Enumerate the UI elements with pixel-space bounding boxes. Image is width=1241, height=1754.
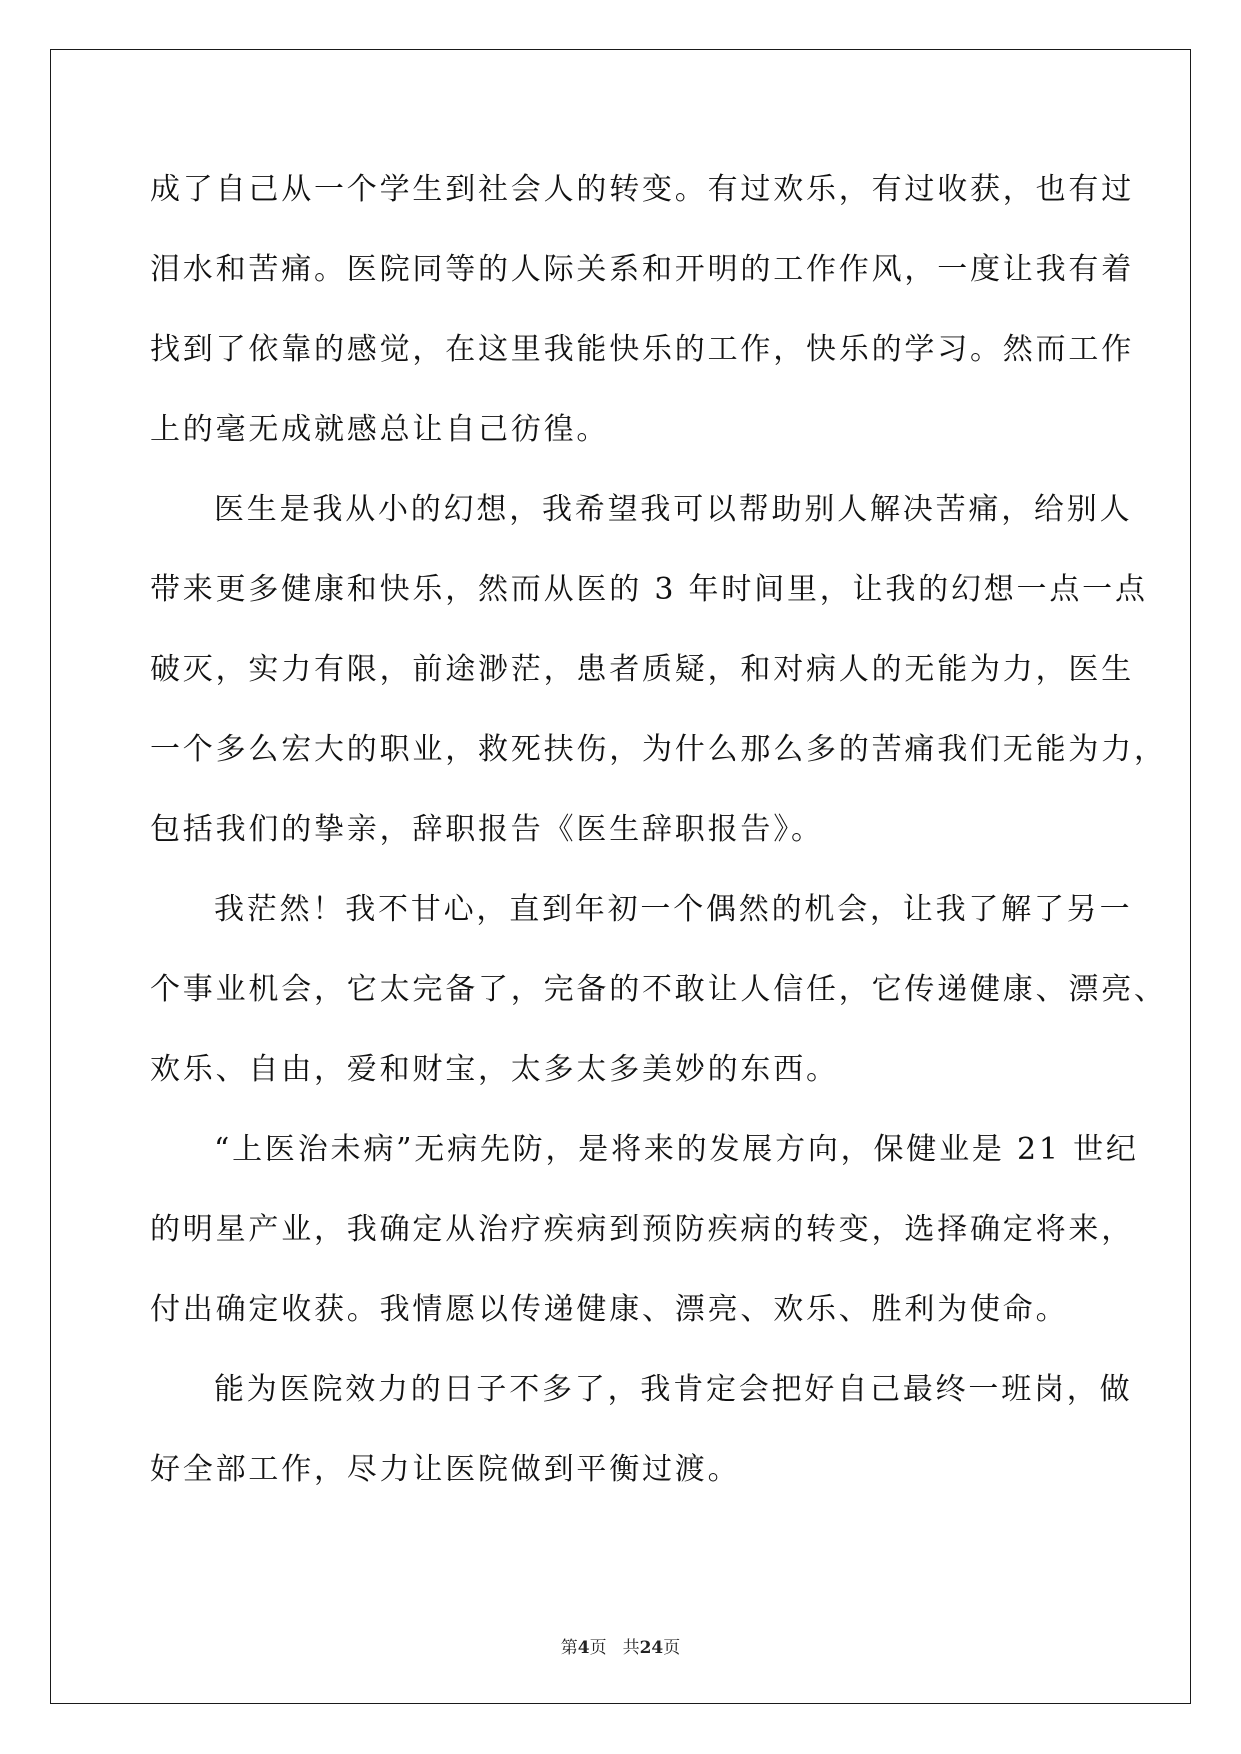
text-line: 包括我们的挚亲，辞职报告《医生辞职报告》。 (150, 812, 824, 847)
text-line: 的明星产业，我确定从治疗疾病到预防疾病的转变，选择确定将来， (150, 1212, 1134, 1247)
text-line: 能为医院效力的日子不多了，我肯定会把好自己最终一班岗，做 (214, 1372, 1133, 1407)
text-line: 付出确定收获。我情愿以传递健康、漂亮、欢乐、胜利为使命。 (150, 1292, 1069, 1327)
text-line: 带来更多健康和快乐，然而从医的 3 年时间里，让我的幻想一点一点 (150, 572, 1148, 607)
text-line: 好全部工作，尽力让医院做到平衡过渡。 (150, 1452, 741, 1487)
text-line: 破灭，实力有限，前途渺茫，患者质疑，和对病人的无能为力，医生 (150, 652, 1134, 687)
text-line: 个事业机会，它太完备了，完备的不敢让人信任，它传递健康、漂亮、 (150, 972, 1167, 1007)
text-line: 上的毫无成就感总让自己彷徨。 (150, 412, 610, 447)
total-pages: 24 (639, 1638, 664, 1658)
document-body (150, 160, 1167, 1520)
text-line: 我茫然！我不甘心，直到年初一个偶然的机会，让我了解了另一 (214, 892, 1133, 927)
text-line: “上医治未病”无病先防，是将来的发展方向，保健业是 21 世纪 (214, 1132, 1139, 1167)
text-line: 泪水和苦痛。医院同等的人际关系和开明的工作作风，一度让我有着 (150, 252, 1134, 287)
page-suffix: 页 (589, 1638, 607, 1658)
total-suffix: 页 (663, 1638, 681, 1658)
page-footer (0, 1633, 1241, 1658)
text-line: 一个多么宏大的职业，救死扶伤，为什么那么多的苦痛我们无能为力， (150, 732, 1167, 767)
page-number: 4 (577, 1638, 590, 1658)
total-prefix: 共 (622, 1638, 640, 1658)
text-line: 找到了依靠的感觉，在这里我能快乐的工作，快乐的学习。然而工作 (150, 332, 1134, 367)
text-line: 成了自己从一个学生到社会人的转变。有过欢乐，有过收获，也有过 (150, 172, 1134, 207)
page-prefix: 第 (560, 1638, 578, 1658)
text-line: 欢乐、自由，爱和财宝，太多太多美妙的东西。 (150, 1052, 839, 1087)
text-line: 医生是我从小的幻想，我希望我可以帮助别人解决苦痛，给别人 (214, 492, 1133, 527)
